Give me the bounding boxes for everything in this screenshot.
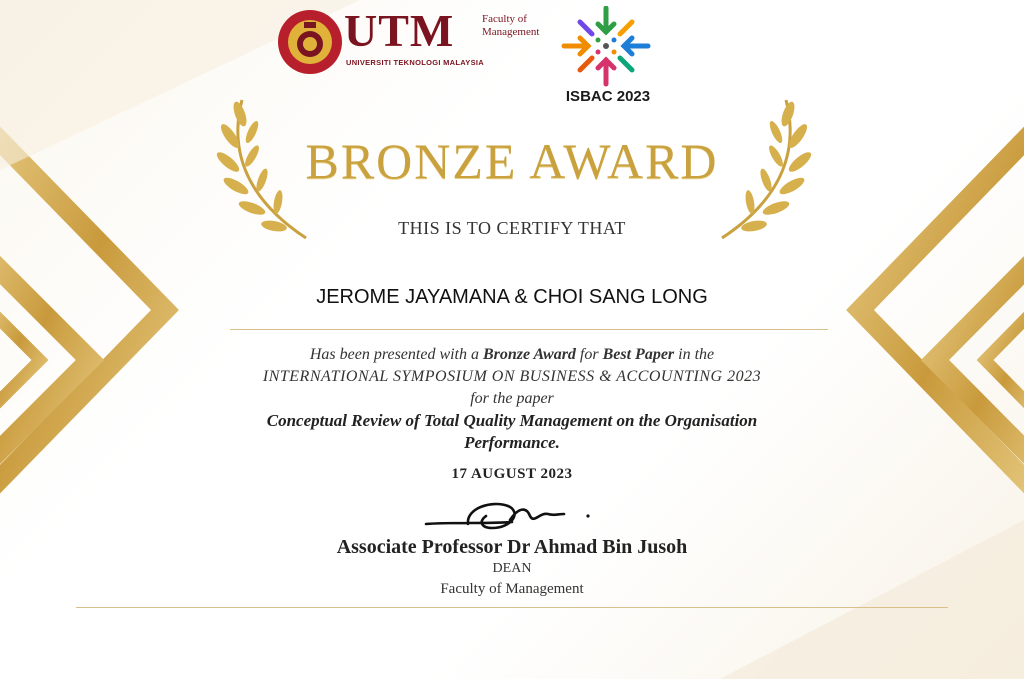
for-paper-line: for the paper xyxy=(470,390,554,407)
signature-icon xyxy=(422,494,598,534)
utm-faculty-line2: Management xyxy=(482,26,540,38)
presentation-text-3: in the xyxy=(674,346,715,363)
isbac-label: ISBAC 2023 xyxy=(565,88,651,105)
paper-title-line1: Conceptual Review of Total Quality Management on the Organisation xyxy=(266,411,758,430)
paper-title-line2: Performance. xyxy=(464,433,560,452)
signatory-name: Associate Professor Dr Ahmad Bin Jusoh xyxy=(336,536,688,558)
utm-logo-text: UTM xyxy=(344,5,455,56)
symposium-name: INTERNATIONAL SYMPOSIUM ON BUSINESS & ACCOUNTING 2023 xyxy=(262,368,762,385)
presentation-text-2: for xyxy=(575,346,603,363)
presentation-text-1: Has been presented with a xyxy=(309,346,483,363)
presentation-line xyxy=(0,346,1024,364)
certify-line: THIS IS TO CERTIFY THAT xyxy=(398,218,626,238)
utm-faculty-line1: Faculty of xyxy=(482,13,527,25)
award-date: 17 AUGUST 2023 xyxy=(451,466,573,482)
award-name: Bronze Award xyxy=(483,346,576,363)
utm-full-name: UNIVERSITI TEKNOLOGI MALAYSIA xyxy=(346,58,485,67)
award-title: BRONZE AWARD xyxy=(305,133,719,189)
utm-seal-icon xyxy=(276,8,344,76)
signatory-title: DEAN xyxy=(492,561,532,576)
recipient-names: JEROME JAYAMANA & CHOI SANG LONG xyxy=(316,286,708,308)
recipient-underline xyxy=(230,329,828,330)
award-category: Best Paper xyxy=(602,346,675,363)
bottom-rule xyxy=(76,607,948,608)
utm-faculty-label xyxy=(482,13,539,39)
signatory-unit: Faculty of Management xyxy=(440,581,584,597)
isbac-logo-icon xyxy=(558,6,654,90)
